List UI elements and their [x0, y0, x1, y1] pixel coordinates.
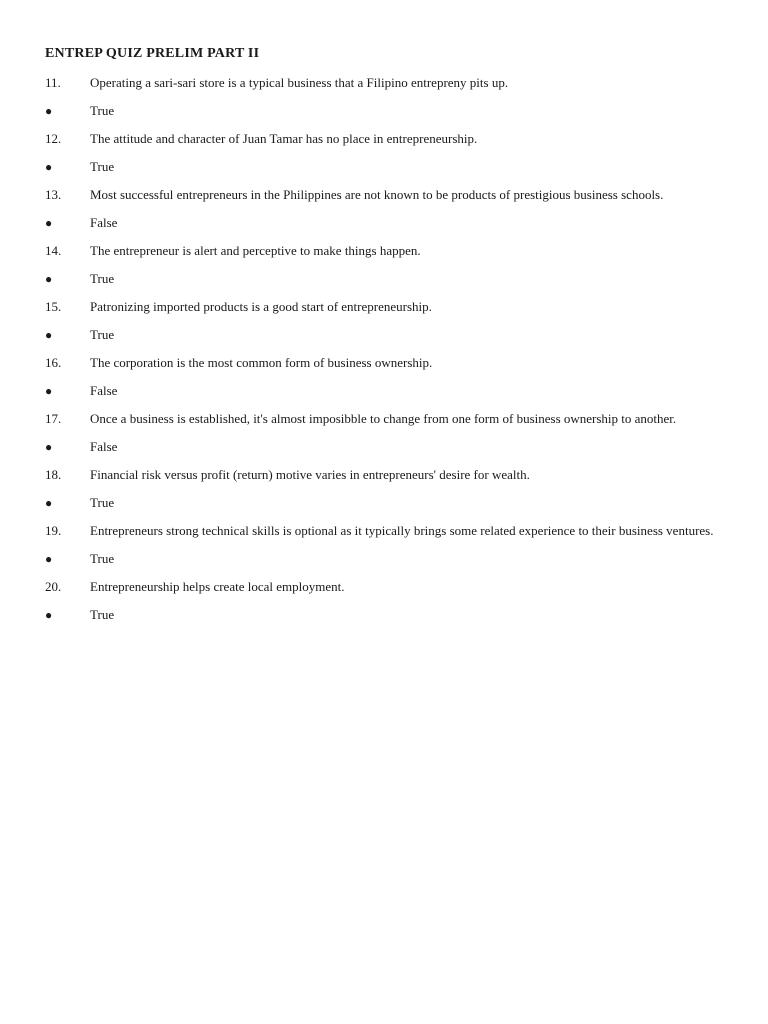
question-number: 11. [45, 75, 61, 90]
bullet-icon: ● [45, 384, 53, 398]
bullet-icon: ● [45, 216, 53, 230]
answer-row [45, 438, 722, 456]
answer-row [45, 606, 722, 624]
question-text: The entrepreneur is alert and perceptive to make things happen. [90, 243, 421, 258]
answer-text: True [90, 271, 115, 286]
bullet-icon: ● [45, 496, 53, 510]
answer-text: False [90, 383, 118, 398]
answer-row [45, 214, 722, 232]
bullet-icon: ● [45, 552, 53, 566]
answer-row [45, 158, 722, 176]
answer-text: True [90, 159, 115, 174]
answer-row [45, 326, 722, 344]
question-row [45, 242, 722, 260]
bullet-icon: ● [45, 104, 53, 118]
answer-text: True [90, 327, 115, 342]
question-row [45, 522, 722, 540]
answer-row [45, 550, 722, 568]
question-row [45, 354, 722, 372]
question-number: 15. [45, 299, 62, 314]
answer-text: True [90, 103, 115, 118]
bullet-icon: ● [45, 328, 53, 342]
question-text: Once a business is established, it's almost imposibble to change from one form of business ownership to another. [90, 411, 677, 426]
question-text: Entrepreneurs strong technical skills is optional as it typically brings some related experience to their business ventures. [90, 523, 714, 538]
bullet-icon: ● [45, 608, 53, 622]
question-number: 20. [45, 579, 62, 594]
bullet-icon: ● [45, 160, 53, 174]
question-text: Financial risk versus profit (return) motive varies in entrepreneurs' desire for wealth. [90, 467, 530, 482]
question-row [45, 186, 722, 204]
bullet-icon: ● [45, 440, 53, 454]
answer-row [45, 382, 722, 400]
question-text: Entrepreneurship helps create local employment. [90, 579, 345, 594]
question-text: Operating a sari-sari store is a typical business that a Filipino entrepreny pits up. [90, 75, 509, 90]
question-text: Patronizing imported products is a good start of entrepreneurship. [90, 299, 432, 314]
bullet-icon: ● [45, 272, 53, 286]
question-number: 13. [45, 187, 62, 202]
question-number: 17. [45, 411, 62, 426]
question-row [45, 298, 722, 316]
question-row [45, 410, 722, 428]
question-text: The corporation is the most common form of business ownership. [90, 355, 433, 370]
answer-row [45, 102, 722, 120]
answer-text: False [90, 439, 118, 454]
answer-text: True [90, 495, 115, 510]
question-row [45, 130, 722, 148]
document-title: ENTREP QUIZ PRELIM PART II [45, 46, 260, 61]
question-row [45, 74, 722, 92]
question-number: 19. [45, 523, 62, 538]
answer-row [45, 270, 722, 288]
question-row [45, 578, 722, 596]
answer-text: True [90, 607, 115, 622]
question-number: 14. [45, 243, 62, 258]
question-number: 18. [45, 467, 62, 482]
question-row [45, 466, 722, 484]
question-text: The attitude and character of Juan Tamar has no place in entrepreneurship. [90, 131, 478, 146]
question-number: 16. [45, 355, 62, 370]
document-page [45, 44, 722, 634]
question-text: Most successful entrepreneurs in the Philippines are not known to be products of prestigious business schools. [90, 187, 664, 202]
answer-text: True [90, 551, 115, 566]
answer-text: False [90, 215, 118, 230]
question-number: 12. [45, 131, 62, 146]
answer-row [45, 494, 722, 512]
